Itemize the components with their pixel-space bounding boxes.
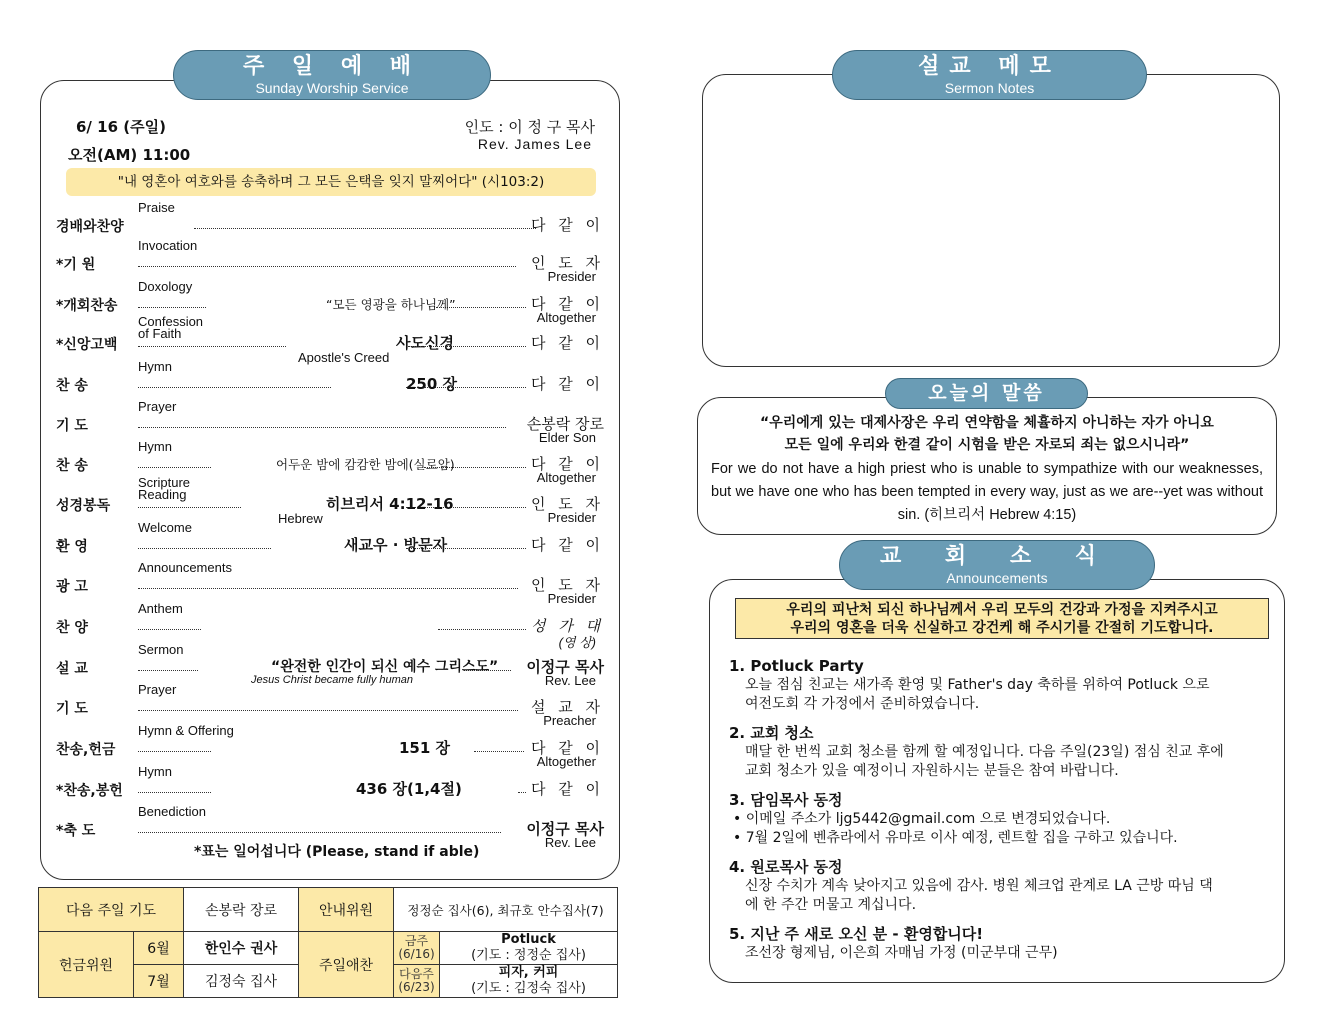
news-title-en: Announcements	[946, 570, 1048, 586]
order-label-en: Praise	[138, 200, 175, 215]
order-label-en: Confession of Faith	[138, 314, 204, 341]
news-item-line: 여전도회 각 가정에서 준비하였습니다.	[745, 696, 980, 712]
news-item	[729, 790, 1269, 848]
next-date: (6/23)	[398, 980, 435, 994]
month7: 7월	[134, 965, 184, 998]
month6-name: 한인수 권사	[184, 932, 299, 965]
order-leader: 성 가 대	[530, 617, 604, 635]
order-label: 설 교	[56, 661, 88, 677]
order-leader: 설 교 자	[530, 698, 604, 716]
news-item-line: 에 한 주간 머물고 계십니다.	[745, 897, 917, 913]
leader-dots	[138, 427, 506, 428]
order-content: “완전한 인간이 되신 예수 그리스도”	[271, 659, 499, 675]
leader-dots	[138, 629, 201, 630]
today-word-title: 오늘의 말씀	[928, 382, 1045, 404]
order-label: 찬송,헌금	[56, 742, 116, 758]
order-leader-en: Presider	[547, 510, 596, 525]
sermon-notes-box	[702, 74, 1280, 367]
news-item	[729, 656, 1269, 714]
news-title: 교 회 소 식	[880, 544, 1114, 569]
order-row	[56, 522, 604, 562]
order-label: *축 도	[56, 823, 96, 839]
leader-dots	[438, 629, 526, 630]
order-row	[56, 682, 604, 728]
next-menu: 피자, 커피	[498, 965, 559, 980]
news-item-line: 교회 청소가 있을 예정이니 자원하시는 분들은 참여 바랍니다.	[745, 763, 1119, 779]
order-label-en: Announcements	[138, 560, 232, 575]
service-time: 오전(AM) 11:00	[68, 146, 191, 164]
order-label: 환 영	[56, 539, 88, 555]
news-item-line: 조선장 형제님, 이은희 자매님 가정 (미군부대 근무)	[745, 945, 1058, 961]
this-week-cell	[394, 932, 440, 965]
fellowship-label: 주일애찬	[299, 932, 394, 998]
leader-dots	[138, 307, 206, 308]
order-label: 찬 송	[56, 378, 88, 394]
next-menu-cell	[440, 965, 618, 998]
order-label: 성경봉독	[56, 498, 111, 514]
leader-dots	[194, 228, 536, 229]
this-menu: Potluck	[501, 932, 556, 947]
today-word-en: For we do not have a high priest who is unable to sympathize with our weaknesses, but we have one who has been tempted in every way, just as we are--yet was without sin. (히브리서 Hebrew 4:15)	[711, 461, 1263, 523]
leader-dots	[138, 792, 211, 793]
news-pill	[839, 540, 1155, 590]
worship-title-en: Sunday Worship Service	[255, 80, 409, 96]
order-leader: 손봉락 장로	[526, 415, 604, 433]
service-leader-en: Rev. James Lee	[477, 136, 592, 152]
order-label-en: Hymn	[138, 439, 172, 454]
order-leader-en: Presider	[547, 269, 596, 284]
order-row	[56, 361, 604, 401]
order-leader: 다 같 이	[530, 455, 604, 473]
next-week-cell	[394, 965, 440, 998]
month6: 6월	[134, 932, 184, 965]
order-leader-en: Rev. Lee	[544, 835, 596, 850]
order-label-en: Scripture Reading	[138, 475, 191, 502]
today-word-ko-1: “우리에게 있는 대제사장은 우리 연약함을 체휼하지 아니하는 자가 아니요	[760, 415, 1214, 431]
order-content: 새교우 · 방문자	[344, 536, 448, 554]
next-pray: (기도 : 김정숙 집사)	[471, 981, 586, 996]
prayer-banner-2: 우리의 영혼을 더욱 신실하고 강건케 해 주시기를 간절히 기도합니다.	[790, 620, 1214, 636]
leader-dots	[138, 387, 331, 388]
usher-label: 안내위원	[299, 888, 394, 932]
order-label-en: Hymn	[138, 764, 172, 779]
month7-name: 김정숙 집사	[184, 965, 299, 998]
leader-dots	[518, 792, 526, 793]
order-row	[56, 766, 604, 806]
this-date: (6/16)	[398, 947, 435, 961]
order-leader: 인 도 자	[530, 495, 604, 513]
news-item-head: 2. 교회 청소	[729, 724, 814, 742]
prayer-banner-1: 우리의 피난처 되신 하나님께서 우리 모두의 건강과 가정을 지켜주시고	[786, 602, 1218, 618]
stand-note: *표는 일어섭니다 (Please, stand if able)	[194, 844, 480, 860]
order-leader-en: Altogether	[536, 754, 596, 769]
order-label: 찬 송	[56, 458, 88, 474]
order-content: 250 장	[406, 375, 458, 393]
news-item-line: • 7월 2일에 벤츄라에서 유마로 이사 예정, 렌트할 집을 구하고 있습니다.	[733, 830, 1178, 846]
order-leader-en: Presider	[547, 591, 596, 606]
order-label: *신앙고백	[56, 337, 118, 353]
sermon-notes-title-en: Sermon Notes	[944, 80, 1035, 96]
order-leader: 다 같 이	[530, 375, 604, 393]
order-label: 기 도	[56, 418, 88, 434]
order-content-sub: Jesus Christ became fully human	[251, 674, 414, 686]
order-content: 151 장	[399, 739, 451, 757]
next-prayer-name: 손봉락 장로	[184, 888, 299, 932]
news-item	[729, 723, 1269, 781]
order-label: *개회찬송	[56, 298, 118, 314]
news-item-line: 신장 수치가 계속 낮아지고 있음에 감사. 병원 체크업 관계로 LA 근방 따님 댁	[745, 878, 1213, 894]
order-content-sub: Apostle's Creed	[298, 350, 390, 365]
order-label-en: Anthem	[138, 601, 183, 616]
prayer-banner	[735, 598, 1269, 639]
offering-label: 헌금위원	[39, 932, 134, 998]
leader-dots	[138, 832, 501, 833]
news-item-head: 4. 원로목사 동정	[729, 858, 843, 876]
theme-verse: "내 영혼아 여호와를 송축하며 그 모든 은택을 잊지 말찌어다" (시103:2)	[66, 168, 596, 196]
order-label-en: Prayer	[138, 682, 177, 697]
order-content-sub: Hebrew	[278, 511, 323, 526]
today-word-pill	[885, 378, 1088, 409]
order-row	[56, 238, 604, 284]
leader-dots	[138, 670, 198, 671]
leader-dots	[138, 588, 518, 589]
order-row	[56, 723, 604, 769]
order-row	[56, 804, 604, 850]
today-word-ko-2: 모든 일에 우리와 한결 같이 시험을 받은 자로되 죄는 없으시니라”	[784, 437, 1190, 453]
worship-title-pill	[173, 50, 491, 100]
order-leader-en: Altogether	[536, 470, 596, 485]
news-list	[729, 656, 1269, 972]
news-item-line: • 이메일 주소가 ljg5442@gmail.com 으로 변경되었습니다.	[733, 811, 1111, 827]
order-leader: 이정구 목사	[526, 658, 604, 676]
order-label-en: Prayer	[138, 399, 177, 414]
order-leader: 다 같 이	[530, 536, 604, 554]
service-date: 6/ 16 (주일)	[76, 118, 166, 136]
news-item-head: 3. 담임목사 동정	[729, 791, 843, 809]
order-content: 히브리서 4:12-16	[326, 495, 454, 513]
usher-names: 정정순 집사(6), 최규호 안수집사(7)	[394, 888, 618, 932]
order-leader: 다 같 이	[530, 739, 604, 757]
order-content: 어두운 밤에 캄캄한 밤에(실로암)	[276, 457, 455, 472]
order-label: 찬 양	[56, 620, 88, 636]
leader-dots	[138, 346, 286, 347]
leader-dots	[138, 266, 516, 267]
leader-dots	[138, 710, 518, 711]
order-label-en: Doxology	[138, 279, 193, 294]
order-leader: 다 같 이	[530, 295, 604, 313]
order-row	[56, 202, 604, 242]
sermon-notes-pill	[832, 50, 1147, 100]
order-content: 436 장(1,4절)	[356, 780, 462, 798]
worship-title: 주 일 예 배	[243, 54, 421, 79]
order-row	[56, 399, 604, 445]
order-leader-en: (영 상)	[558, 635, 596, 650]
sermon-notes-title: 설교 메모	[918, 54, 1061, 79]
service-leader: 인도 : 이 정 구 목사	[464, 118, 595, 136]
order-row	[56, 560, 604, 606]
leader-dots	[138, 467, 211, 468]
order-leader: 인 도 자	[530, 576, 604, 594]
next-prayer-label: 다음 주일 기도	[39, 888, 184, 932]
order-leader: 이정구 목사	[526, 820, 604, 838]
news-item-head: 5. 지난 주 새로 오신 분 - 환영합니다!	[729, 925, 984, 943]
order-label: 광 고	[56, 579, 88, 595]
order-content: 사도신경	[396, 334, 454, 352]
order-leader-en: Altogether	[536, 310, 596, 325]
this-menu-cell	[440, 932, 618, 965]
news-item-head: 1. Potluck Party	[729, 657, 864, 675]
news-item	[729, 857, 1269, 915]
this-pray: (기도 : 정정순 집사)	[471, 948, 586, 963]
duty-table	[38, 887, 618, 998]
order-leader: 다 같 이	[530, 780, 604, 798]
news-item	[729, 924, 1269, 963]
order-label-en: Invocation	[138, 238, 198, 253]
leader-dots	[138, 507, 241, 508]
news-item-line: 매달 한 번씩 교회 청소를 함께 할 예정입니다. 다음 주일(23일) 점심 친교 후에	[745, 744, 1224, 760]
order-label-en: Welcome	[138, 520, 192, 535]
order-label: *기 원	[56, 257, 96, 273]
order-leader: 인 도 자	[530, 254, 604, 272]
order-label-en: Benediction	[138, 804, 206, 819]
order-leader-en: Rev. Lee	[544, 673, 596, 688]
leader-dots	[138, 548, 271, 549]
order-label: *찬송,봉헌	[56, 783, 123, 799]
order-leader: 다 같 이	[530, 334, 604, 352]
order-leader-en: Elder Son	[538, 430, 596, 445]
next-week: 다음주	[399, 967, 434, 981]
order-leader-en: Preacher	[543, 713, 596, 728]
order-label: 기 도	[56, 701, 88, 717]
order-leader: 다 같 이	[530, 216, 604, 234]
leader-dots	[138, 751, 211, 752]
order-label-en: Sermon	[138, 642, 184, 657]
this-week: 금주	[404, 934, 429, 948]
news-item-line: 오늘 점심 친교는 새가족 환영 및 Father's day 축하를 위하여 Potluck 으로	[745, 677, 1210, 693]
order-label: 경배와찬양	[56, 219, 124, 235]
order-content: “모든 영광을 하나님께”	[326, 297, 456, 312]
order-label-en: Hymn & Offering	[138, 723, 234, 738]
order-label-en: Hymn	[138, 359, 172, 374]
leader-dots	[474, 751, 524, 752]
